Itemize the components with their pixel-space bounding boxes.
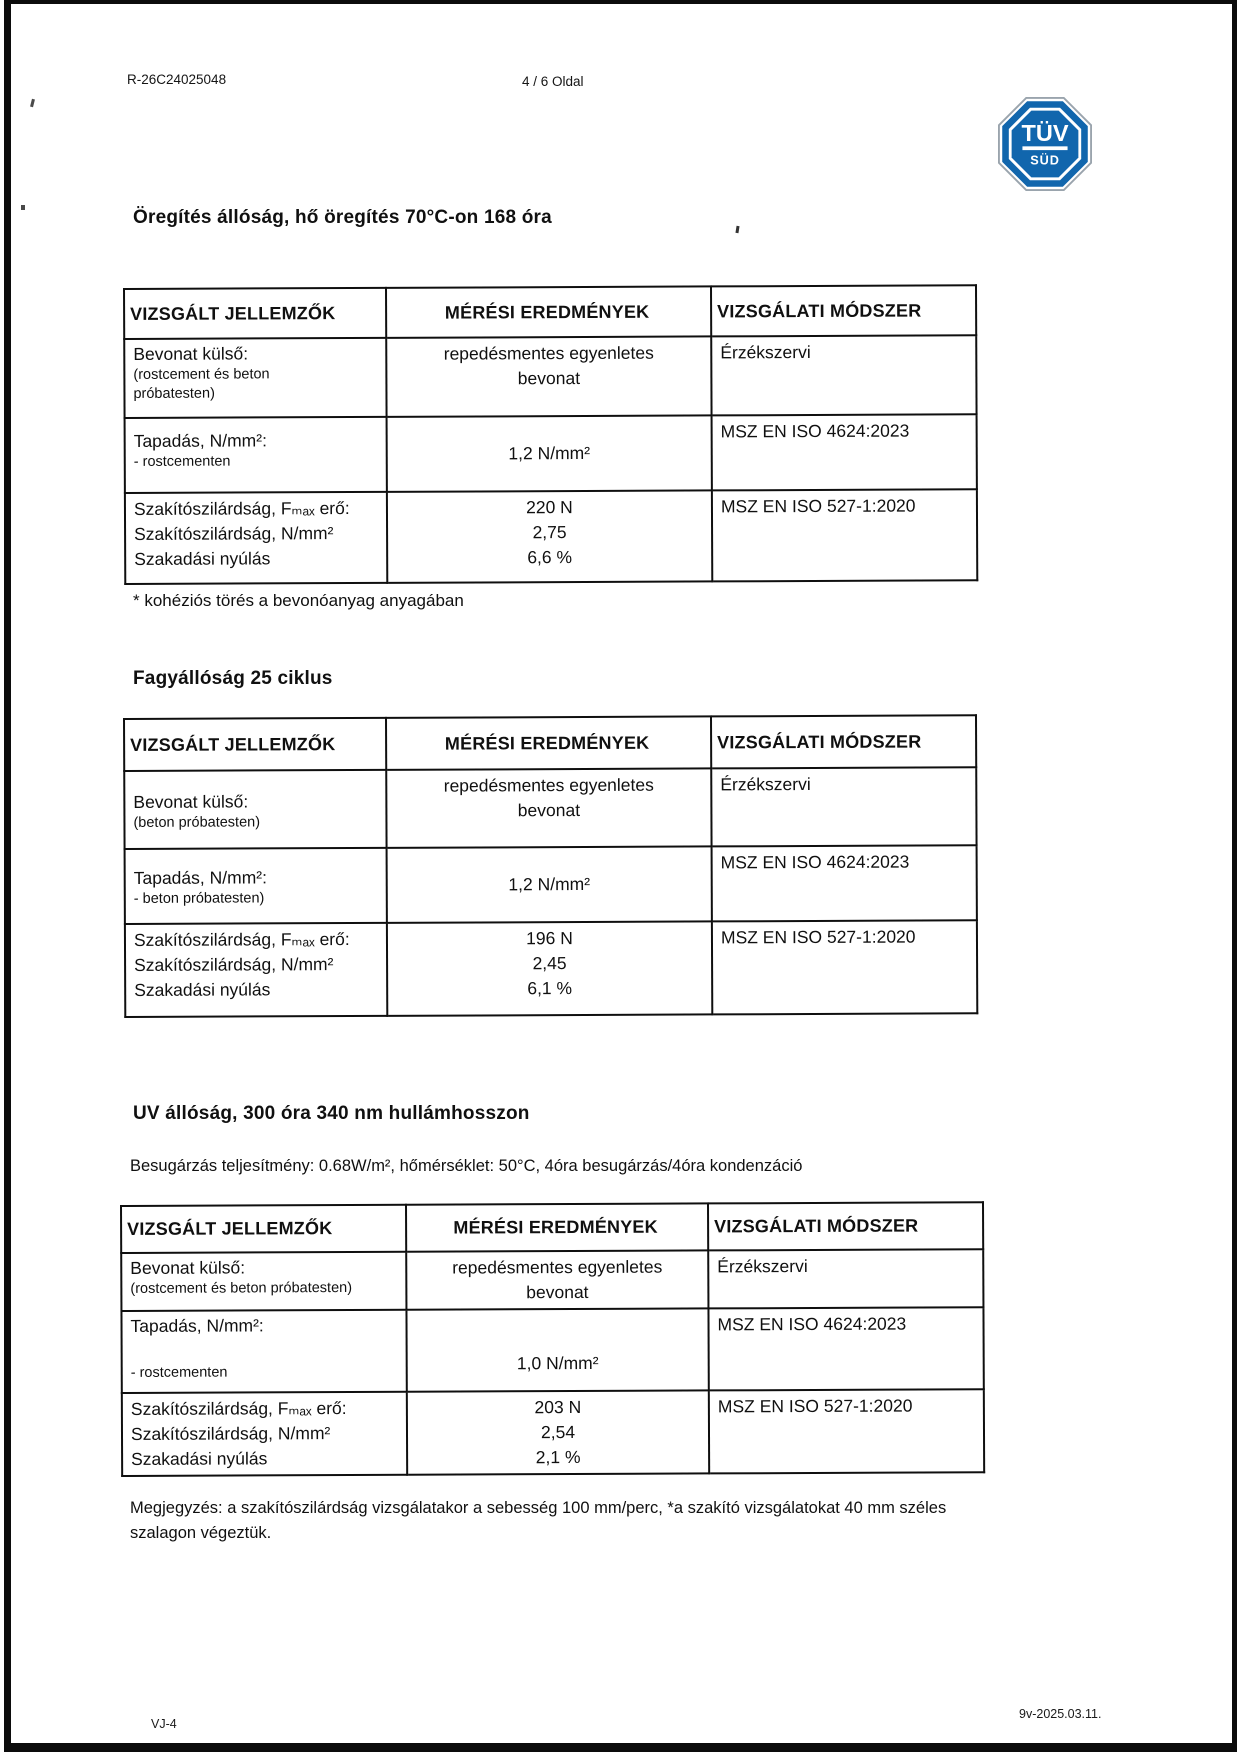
col-header-results: MÉRÉSI EREDMÉNYEK <box>406 1203 708 1251</box>
characteristic-cell <box>121 1252 406 1311</box>
characteristic-main: Bevonat külső: <box>133 791 249 812</box>
characteristic-sub: próbatesten) <box>133 385 215 402</box>
remark-line: Megjegyzés: a szakítószilárdság vizsgálatakor a sebesség 100 mm/perc, *a szakító vizsgálatokat 40 mm széles <box>130 1499 947 1517</box>
characteristic-line: Szakítószilárdság, Fₘₐₓ erő: <box>133 498 350 519</box>
characteristic-main: Tapadás, N/mm²: <box>133 430 267 451</box>
col-header-results: MÉRÉSI EREDMÉNYEK <box>386 286 711 337</box>
col-header-method: VIZSGÁLATI MÓDSZER <box>711 715 976 768</box>
characteristic-cell <box>125 417 387 493</box>
characteristic-cell <box>124 338 386 418</box>
characteristic-main: Bevonat külső: <box>130 1257 246 1278</box>
method-cell: Érzékszervi <box>711 335 976 415</box>
table-header-row <box>124 715 976 771</box>
logo-tuv-text: TÜV <box>1021 120 1069 147</box>
characteristic-main: Tapadás, N/mm²: <box>130 1315 264 1336</box>
characteristic-sub: (rostcement és beton <box>133 366 270 383</box>
result-line: bevonat <box>517 367 581 389</box>
col-header-characteristics: VIZSGÁLT JELLEMZŐK <box>124 288 386 339</box>
section2-title: Fagyállóság 25 ciklus <box>133 668 333 689</box>
method-cell: MSZ EN ISO 4624:2023 <box>712 845 977 921</box>
section3-table <box>120 1201 985 1476</box>
result-cell <box>386 768 711 847</box>
col-header-method: VIZSGÁLATI MÓDSZER <box>711 285 976 336</box>
method-cell: MSZ EN ISO 4624:2023 <box>708 1307 983 1390</box>
characteristic-line: Szakítószilárdság, Fₘₐₓ erő: <box>133 929 350 950</box>
report-number: R-26C24025048 <box>127 72 227 87</box>
result-cell <box>387 921 712 1015</box>
result-cell: 1,0 N/mm² <box>406 1308 708 1391</box>
table-row <box>125 489 977 584</box>
characteristic-line: Szakítószilárdság, N/mm² <box>130 1422 331 1444</box>
table-row <box>124 767 976 849</box>
table-row <box>124 335 976 418</box>
footer-doc-code: VJ-4 <box>151 1717 177 1731</box>
method-cell: Érzékszervi <box>708 1249 983 1308</box>
section3-subtitle: Besugárzás teljesítmény: 0.68W/m², hőmérséklet: 50°C, 4óra besugárzás/4óra kondenzáció <box>130 1157 803 1175</box>
characteristic-cell <box>122 1392 407 1476</box>
result-line: 6,1 % <box>527 977 573 998</box>
characteristic-sub: (rostcement és beton próbatesten) <box>130 1279 353 1297</box>
table-row <box>125 414 977 493</box>
table-header-row <box>121 1202 983 1253</box>
scan-artifact <box>21 205 25 210</box>
result-line: repedésmentes egyenletes <box>452 1256 663 1278</box>
result-line: 2,1 % <box>535 1446 581 1467</box>
logo-sud-text: SÜD <box>1030 153 1060 168</box>
table-row <box>125 845 977 924</box>
section3-title: UV állóság, 300 óra 340 nm hullámhosszon <box>133 1103 530 1124</box>
characteristic-line: Szakadási nyúlás <box>134 979 271 1000</box>
characteristic-sub: - beton próbatesten) <box>133 890 265 907</box>
characteristic-line: Szakadási nyúlás <box>134 548 271 569</box>
result-line: 2,54 <box>540 1421 576 1443</box>
table-row <box>121 1249 983 1311</box>
table-header-row <box>124 285 976 339</box>
characteristic-cell <box>121 1310 406 1393</box>
remark-line: szalagon végeztük. <box>130 1523 272 1542</box>
characteristic-cell <box>125 923 387 1017</box>
result-line: 2,75 <box>532 521 567 543</box>
characteristic-cell <box>124 770 386 849</box>
tuv-sud-logo <box>998 97 1092 191</box>
scan-artifact <box>30 99 35 107</box>
section1-footnote: * kohéziós törés a bevonóanyag anyagában <box>133 591 464 610</box>
characteristic-main: Tapadás, N/mm²: <box>133 867 267 888</box>
result-line: 203 N <box>534 1396 582 1418</box>
col-header-method: VIZSGÁLATI MÓDSZER <box>708 1202 983 1250</box>
result-line: 2,45 <box>532 952 567 974</box>
table-row <box>125 920 977 1017</box>
tuv-octagon-icon <box>998 97 1092 191</box>
characteristic-sub: - rostcementen <box>133 453 231 470</box>
method-cell: Érzékszervi <box>711 767 976 846</box>
result-line: 220 N <box>526 497 573 518</box>
characteristic-cell <box>125 492 387 584</box>
col-header-characteristics: VIZSGÁLT JELLEMZŐK <box>124 718 386 771</box>
result-line: 196 N <box>526 928 573 949</box>
characteristic-line: Szakítószilárdság, Fₘₐₓ erő: <box>130 1398 347 1419</box>
characteristic-sub: - rostcementen <box>130 1364 228 1381</box>
characteristic-main: Bevonat külső: <box>133 343 249 364</box>
page-indicator: 4 / 6 Oldal <box>522 74 584 89</box>
result-cell <box>387 490 712 582</box>
section2-table <box>123 714 978 1018</box>
result-line: 6,6 % <box>527 546 573 567</box>
col-header-characteristics: VIZSGÁLT JELLEMZŐK <box>121 1205 406 1253</box>
result-cell <box>406 1250 708 1309</box>
result-line: bevonat <box>526 1281 589 1303</box>
section1-table <box>123 284 978 585</box>
characteristic-cell <box>125 848 387 924</box>
scan-artifact <box>735 226 739 233</box>
result-line: repedésmentes egyenletes <box>443 774 654 796</box>
method-cell: MSZ EN ISO 527-1:2020 <box>709 1389 984 1473</box>
table-row <box>122 1389 984 1475</box>
characteristic-line: Szakítószilárdság, N/mm² <box>134 522 334 544</box>
section1-title: Öregítés állóság, hő öregítés 70°C-on 168 óra <box>133 207 552 228</box>
remark-note <box>130 1496 946 1546</box>
result-cell: 1,2 N/mm² <box>387 415 712 491</box>
col-header-results: MÉRÉSI EREDMÉNYEK <box>386 716 711 769</box>
table-row <box>121 1307 983 1393</box>
characteristic-sub: (beton próbatesten) <box>133 814 261 831</box>
result-cell <box>386 336 711 416</box>
result-cell: 1,2 N/mm² <box>387 846 712 922</box>
method-cell: MSZ EN ISO 527-1:2020 <box>712 920 977 1014</box>
characteristic-line: Szakadási nyúlás <box>131 1448 268 1469</box>
result-cell <box>407 1390 709 1474</box>
result-line: repedésmentes egyenletes <box>443 342 654 364</box>
method-cell: MSZ EN ISO 4624:2023 <box>712 414 977 490</box>
characteristic-line: Szakítószilárdság, N/mm² <box>134 953 334 975</box>
result-line: bevonat <box>517 799 581 821</box>
method-cell: MSZ EN ISO 527-1:2020 <box>712 489 977 581</box>
footer-version-date: 9v-2025.03.11. <box>1019 1707 1102 1721</box>
